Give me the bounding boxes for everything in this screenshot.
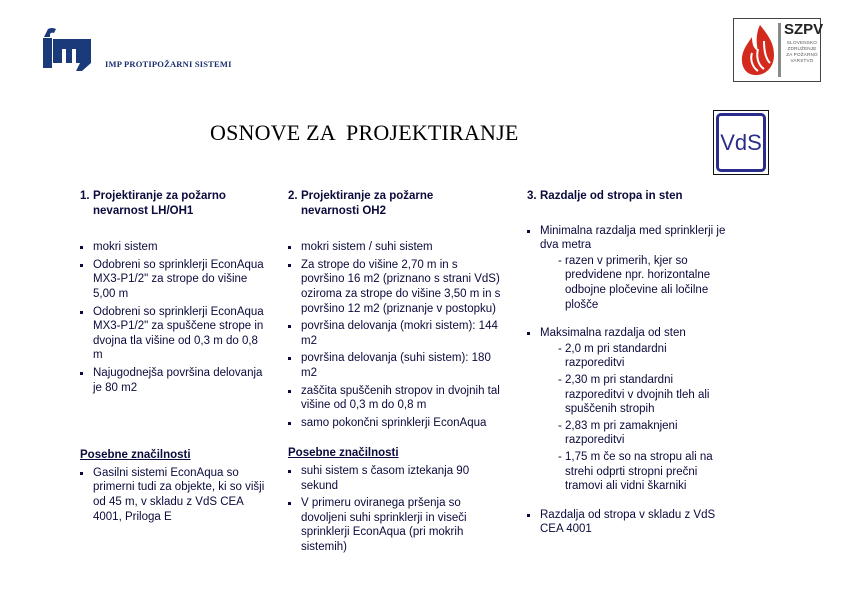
bullet-list <box>288 240 503 430</box>
column-oh2 <box>288 189 503 557</box>
list-item: Gasilni sistemi EconAqua so primerni tudi za objekte, ki so višji od 45 m, v skladu z VdS CEA 4001, Priloga E <box>80 466 270 524</box>
list-item: Za strope do višine 2,70 m in s površino 16 m2 (priznano s strani VdS) oziroma za strope do višine 3,50 m in s površino 12 m2 (priznanje v postopku) <box>288 258 503 316</box>
special-bullet-list <box>80 466 270 524</box>
column-lh-oh1 <box>80 189 270 527</box>
special-bullet-list <box>288 464 503 555</box>
list-item: V primeru oviranega pršenja so dovoljeni suhi sprinklerji in viseči sprinklerji EconAqua (pri mokrih sistemih) <box>288 496 503 554</box>
list-item: Odobreni so sprinklerji EconAqua MX3-P1/2" za strope do višine 5,00 m <box>80 258 270 302</box>
special-features-heading: Posebne značilnosti <box>288 447 399 460</box>
column-heading: 2. Projektiranje za požarne nevarnosti OH2 <box>288 190 434 217</box>
list-item: površina delovanja (suhi sistem): 180 m2 <box>288 351 503 380</box>
sub-list <box>540 254 727 312</box>
sub-list-item: - 2,0 m pri standardni razporeditvi <box>558 342 667 370</box>
special-features-heading: Posebne značilnosti <box>80 449 191 462</box>
vds-logo <box>713 110 769 175</box>
bullet-list <box>527 224 727 537</box>
szpv-logo <box>733 18 824 82</box>
list-item: Razdalja od stropa v skladu z VdS CEA 4001 <box>527 508 727 537</box>
flame-icon <box>738 23 778 77</box>
vds-logo-text: VdS <box>716 113 766 172</box>
list-item: mokri sistem / suhi sistem <box>288 240 503 255</box>
szpv-title: SZPV <box>784 21 824 38</box>
list-item: Odobreni so sprinklerji EconAqua MX3-P1/2" za spuščene strope in dvojna tla višine od 0,3 m do 0,8 m <box>80 305 270 363</box>
list-item: Maksimalna razdalja od sten - 2,0 m pri standardni razporeditvi - 2,30 m pri standardni razporeditvi v dvojnih tleh ali spuščenih stropih - 2,83 m pri zamaknjeni razporeditvi - 1,75 m če so na stropu ali na strehi odprti stropni prečni tramovi ali vidni škarniki <box>527 326 727 494</box>
column-heading: 3. Razdalje od stropa in sten <box>527 190 683 202</box>
company-name: IMP PROTIPOŽARNI SISTEMI <box>105 59 232 69</box>
list-item: samo pokončni sprinklerji EconAqua <box>288 416 503 431</box>
list-item: površina delovanja (mokri sistem): 144 m2 <box>288 319 503 348</box>
column-distances <box>527 189 727 540</box>
list-item: zaščita spuščenih stropov in dvojnih tal višine od 0,3 m do 0,8 m <box>288 384 503 413</box>
sub-list-item: - 1,75 m če so na stropu ali na strehi odprti stropni prečni tramovi ali vidni škarniki <box>558 450 713 493</box>
sub-list-item: - 2,83 m pri zamaknjeni razporeditvi <box>558 419 678 447</box>
imp-logo-icon <box>42 27 92 71</box>
page-title: OSNOVE ZA PROJEKTIRANJE <box>210 120 519 145</box>
list-item: suhi sistem s časom iztekanja 90 sekund <box>288 464 503 493</box>
list-item: Minimalna razdalja med sprinklerji je dva metra - razen v primerih, kjer so predvidene npr. horizontalne odbojne pločevine ali ločilne plošče <box>527 224 727 313</box>
bullet-list <box>80 240 270 395</box>
sub-list <box>540 342 727 494</box>
sub-list-item: - 2,30 m pri standardni razporeditvi v dvojnih tleh ali spuščenih stropih <box>558 373 710 416</box>
list-item: mokri sistem <box>80 240 270 255</box>
column-heading: 1. Projektiranje za požarno nevarnost LH/OH1 <box>80 190 226 217</box>
sub-list-item: - razen v primerih, kjer so predvidene npr. horizontalne odbojne pločevine ali ločilne plošče <box>558 254 711 311</box>
szpv-divider <box>778 23 781 77</box>
szpv-subtitle: SLOVENSKO ZDRUŽENJE ZA POŽARNO VARSTVO <box>786 40 818 63</box>
list-item: Najugodnejša površina delovanja je 80 m2 <box>80 366 270 395</box>
